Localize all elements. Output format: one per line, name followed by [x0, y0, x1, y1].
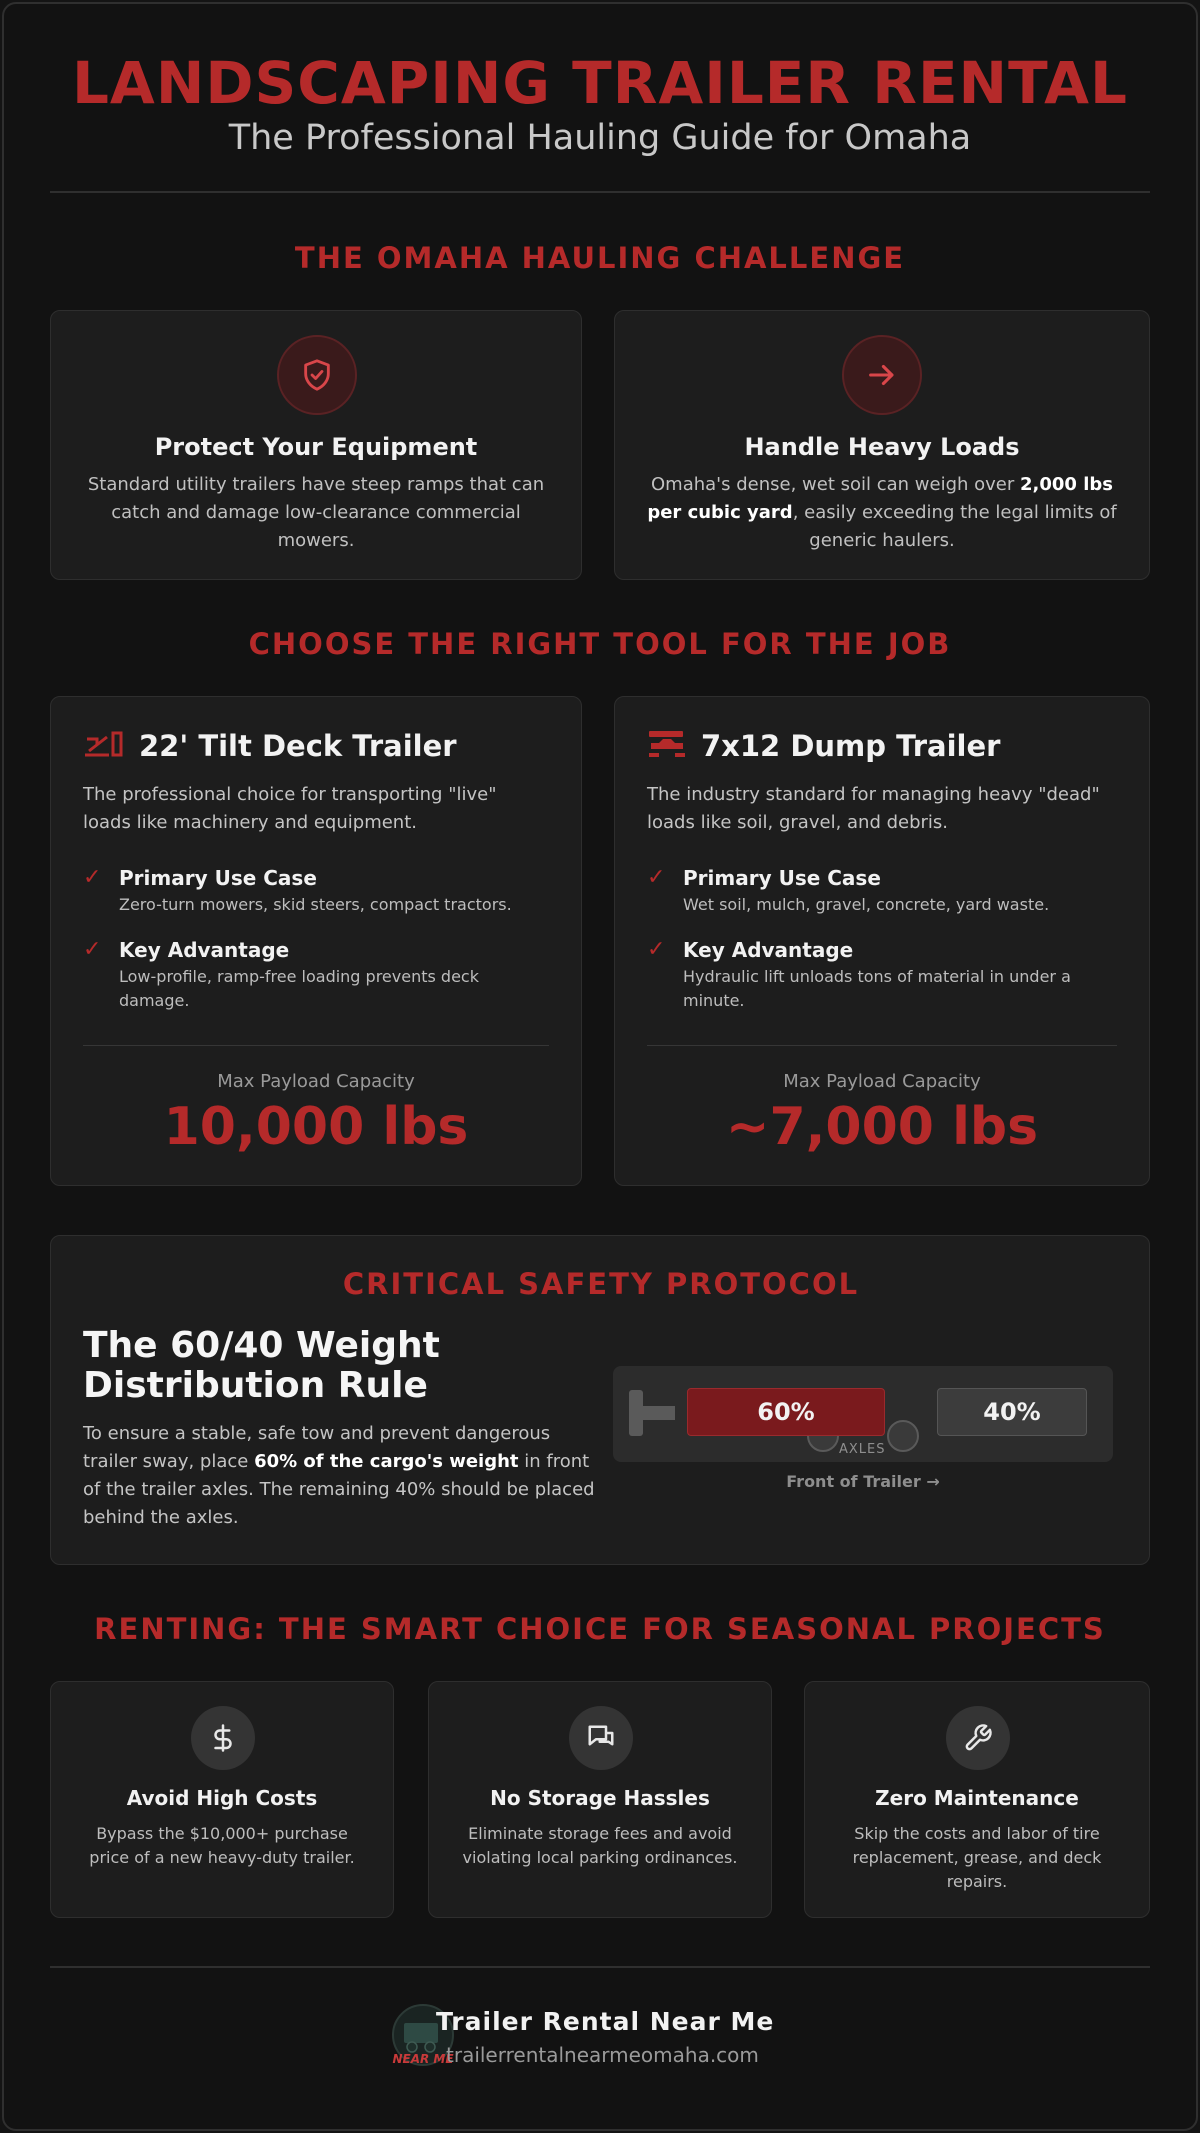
- feature-title: Primary Use Case: [683, 866, 881, 890]
- brand-name: Trailer Rental Near Me: [436, 2007, 775, 2036]
- capacity-value: ~7,000 lbs: [725, 1097, 1039, 1157]
- feature-desc: Hydraulic lift unloads tons of material in under a minute.: [683, 967, 1071, 1010]
- feature-item: [647, 937, 1117, 1013]
- benefit-card-costs: [50, 1681, 394, 1918]
- card-title: Protect Your Equipment: [154, 433, 478, 461]
- safety-heading: CRITICAL SAFETY PROTOCOL: [342, 1267, 860, 1301]
- wrench-icon: [946, 1706, 1010, 1770]
- arrow-right-icon: [842, 335, 922, 415]
- card-text: Standard utility trailers have steep ramps that can catch and damage low-clearance commercial mowers.: [87, 474, 545, 551]
- weight-distribution-diagram: [613, 1366, 1113, 1462]
- check-icon: ✓: [83, 937, 102, 962]
- benefit-text: Skip the costs and labor of tire replacement, grease, and deck repairs.: [852, 1824, 1102, 1891]
- footer-divider: [50, 1966, 1150, 1968]
- benefit-text: Eliminate storage fees and avoid violating local parking ordinances.: [462, 1824, 738, 1867]
- feature-desc: Zero-turn mowers, skid steers, compact tractors.: [119, 895, 512, 914]
- card-header: [83, 729, 457, 763]
- renting-heading: RENTING: THE SMART CHOICE FOR SEASONAL PROJECTS: [94, 1612, 1106, 1646]
- benefit-title: Avoid High Costs: [126, 1786, 318, 1810]
- text-part: Omaha's dense, wet soil can weigh over: [651, 474, 1020, 495]
- brand-url[interactable]: trailerrentalnearmeomaha.com: [446, 2043, 759, 2067]
- feature-item: [83, 937, 549, 1013]
- benefit-card-maintenance: [804, 1681, 1150, 1918]
- front-of-trailer-label: Front of Trailer →: [786, 1472, 940, 1491]
- page-title: LANDSCAPING TRAILER RENTAL: [71, 49, 1129, 117]
- axles-label: AXLES: [839, 1442, 886, 1457]
- highlight-text: 2,000 lbs per cubic yard: [647, 474, 1113, 523]
- check-icon: ✓: [83, 865, 102, 890]
- capacity-label: Max Payload Capacity: [217, 1071, 415, 1092]
- highlight-text: 60% of the cargo's weight: [254, 1451, 519, 1472]
- trailer-title: 22' Tilt Deck Trailer: [139, 729, 457, 763]
- feature-title: Primary Use Case: [119, 866, 317, 890]
- logo-text: NEAR ME: [392, 2052, 454, 2066]
- card-header: [647, 729, 1000, 763]
- feature-title: Key Advantage: [683, 938, 854, 962]
- benefit-title: No Storage Hassles: [490, 1786, 710, 1810]
- dump-trailer-card: [614, 696, 1150, 1186]
- card-title: Handle Heavy Loads: [744, 433, 1020, 461]
- text-part: To ensure a stable, safe tow and prevent dangerous trailer sway, place: [83, 1423, 551, 1472]
- benefit-text: Bypass the $10,000+ purchase price of a new heavy-duty trailer.: [89, 1824, 355, 1867]
- capacity-value: 10,000 lbs: [163, 1097, 469, 1157]
- dollar-icon: [191, 1706, 255, 1770]
- trailer-description: The industry standard for managing heavy "dead" loads like soil, gravel, and debris.: [647, 784, 1100, 833]
- front-weight-bar: 60%: [687, 1388, 885, 1436]
- tilt-deck-trailer-card: [50, 696, 582, 1186]
- header-divider: [50, 191, 1150, 193]
- capacity-label: Max Payload Capacity: [783, 1071, 981, 1092]
- rear-weight-bar: 40%: [937, 1388, 1087, 1436]
- feature-item: [647, 865, 1117, 917]
- feature-desc: Low-profile, ramp-free loading prevents deck damage.: [119, 967, 479, 1010]
- rule-title: The 60/40 Weight Distribution Rule: [83, 1325, 440, 1406]
- benefit-title: Zero Maintenance: [875, 1786, 1079, 1810]
- feature-title: Key Advantage: [119, 938, 290, 962]
- heavy-loads-card: [614, 310, 1150, 580]
- feature-desc: Wet soil, mulch, gravel, concrete, yard waste.: [683, 895, 1050, 914]
- trailer-description: The professional choice for transporting "live" loads like machinery and equipment.: [83, 784, 497, 833]
- safety-card: [50, 1235, 1150, 1565]
- tilt-deck-trailer-icon: [83, 729, 125, 763]
- card-text: [645, 471, 1119, 555]
- shield-check-icon: [277, 335, 357, 415]
- dump-trailer-icon: [647, 729, 687, 763]
- feature-item: [83, 865, 549, 917]
- parking-sign-icon: [569, 1706, 633, 1770]
- text-part: , easily exceeding the legal limits of generic haulers.: [792, 502, 1117, 551]
- trailer-title: 7x12 Dump Trailer: [701, 729, 1001, 763]
- text-part: in front of the trailer axles. The remaining 40% should be placed behind the axles.: [83, 1451, 595, 1528]
- tools-heading: CHOOSE THE RIGHT TOOL FOR THE JOB: [248, 627, 952, 661]
- card-divider: [647, 1045, 1117, 1046]
- card-divider: [83, 1045, 549, 1046]
- protect-equipment-card: [50, 310, 582, 580]
- benefit-card-storage: [428, 1681, 772, 1918]
- page-subtitle: The Professional Hauling Guide for Omaha: [228, 118, 972, 158]
- check-icon: ✓: [647, 865, 666, 890]
- challenge-heading: THE OMAHA HAULING CHALLENGE: [294, 241, 906, 275]
- check-icon: ✓: [647, 937, 666, 962]
- rule-text: [83, 1420, 603, 1532]
